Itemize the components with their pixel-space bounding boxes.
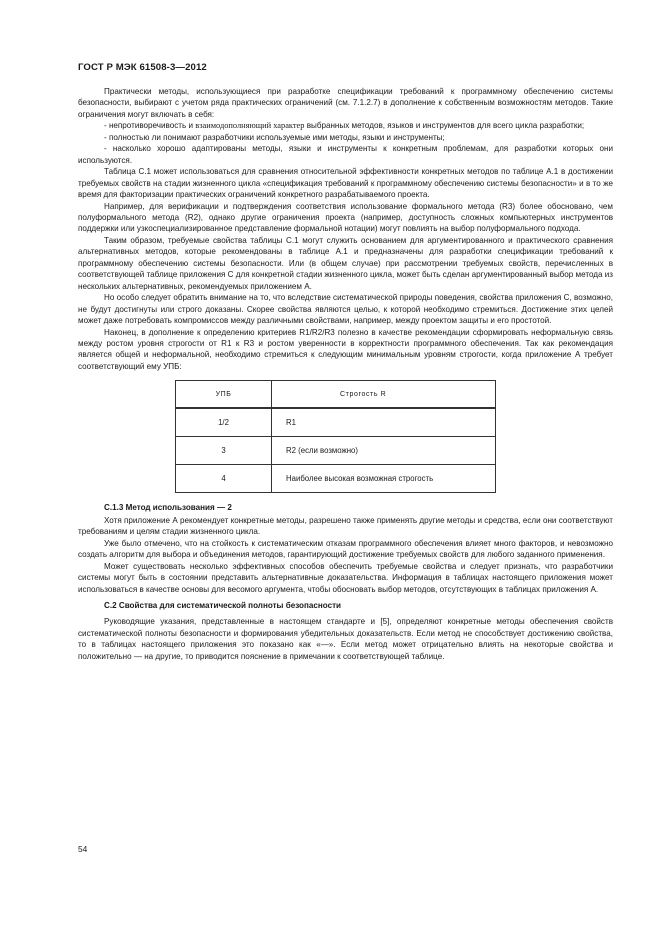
bullet-item: - насколько хорошо адаптированы методы, языки и инструменты к конкретным проблемам, для разработки которых они используются. bbox=[78, 144, 613, 165]
table-header-sil: УПБ bbox=[176, 381, 272, 409]
table-header-rigor: Строгость R bbox=[272, 381, 496, 409]
table-cell-sil: 3 bbox=[176, 437, 272, 465]
paragraph: Таким образом, требуемые свойства таблицы С.1 могут служить основанием для аргументированного и практического сравнения альтернативных методов, которые рекомендованы в таблице А.1 и предназначены для разработки спецификации требований к программному обеспечению системы безопасности. Или (в общем случае) при рассмотрении требуемых свойств, перечисленных в соответствующей таблице приложения С для конкретной стадии жизненного цикла, может быть сделан аргументированный выбор метода из нескольких альтернативных, рекомендуемых приложением А. bbox=[78, 235, 613, 291]
bullet-item bbox=[78, 120, 613, 131]
table-cell-rigor: Наиболее высокая возможная строгость bbox=[272, 465, 496, 493]
paragraph: Таблица С.1 может использоваться для сравнения относительной эффективности конкретных методов по таблице А.1 в достижении требуемых свойств на стадии жизненного цикла «спецификация требований к программному обеспечению системы безопасности» и в то же время для факторизации практических ограничений конкретного разрабатываемого проекта. bbox=[78, 167, 613, 200]
bullet-text: выбранных методов, языков и инструментов для всего цикла разработки; bbox=[304, 121, 585, 131]
table-row bbox=[176, 437, 496, 465]
paragraph: Уже было отмечено, что на стойкость к систематическим отказам программного обеспечения влияет много факторов, и невозможно создать алгоритм для выбора и объединения методов, гарантирующий достижение требуемых свойств для любого заданного применения. bbox=[78, 538, 613, 560]
paragraph: Может существовать несколько эффективных способов обеспечить требуемые свойства и следует признать, что разработчики системы могут быть в состоянии представить альтернативные доказательства. Информация в таблицах настоящего приложения может использоваться в качестве основы для весомого аргумента, чтобы обосновать выбор методов, отсутствующих в таблицах приложения А. bbox=[78, 561, 613, 594]
paragraph: Например, для верификации и подтверждения соответствия использование формального метода (R3) более обосновано, чем полуформального метода (R2), однако другие ограничения проекта (например, доступность сложных компьютерных инструментов поддержки или узкоспециализированное представление формальной нотации) могут повлиять на выбор полуформального подхода. bbox=[78, 201, 613, 234]
bullet-serif-text: взаимодополняющий характер bbox=[195, 121, 305, 131]
paragraph: Практически методы, использующиеся при разработке спецификации требований к программному обеспечению системы безопасности, выбирают с учетом ряда практических ограничений (см. 7.1.2.7) в дополнение к собственным возможностям методов. Такие ограничения могут включать в себя: bbox=[78, 87, 613, 119]
paragraph: Наконец, в дополнение к определению критериев R1/R2/R3 полезно в качестве рекомендации сформировать неформальную связь между ростом уровня строгости от R1 к R3 и ростом уверенности в корректности программного обеспечения. Так как рекомендация является общей и неформальной, необходимо стремиться к следующим минимальным уровням строгости, когда приложение А требует соответствующий ему УПБ: bbox=[78, 327, 613, 371]
paragraph: Руководящие указания, представленные в настоящем стандарте и [5], определяют конкретные методы обеспечения свойств систематической полноты безопасности и формирования убедительных доказательств. Если метод не способствует достижению свойства, то в таблицах настоящего приложения это показано как «—». Если метод может отрицательно влиять на некоторые свойства и положительно — на другие, то приводится пояснение в примечании к соответствующей таблице. bbox=[78, 617, 613, 661]
bullet-item: - полностью ли понимают разработчики используемые ими методы, языки и инструменты; bbox=[104, 132, 445, 142]
sil-rigor-table bbox=[175, 380, 496, 493]
page-number: 54 bbox=[78, 844, 88, 854]
paragraph: Хотя приложение А рекомендует конкретные методы, разрешено также применять другие методы и средства, если они соответствуют требованиям и целям стадии жизненного цикла. bbox=[78, 515, 613, 537]
paragraph: Но особо следует обратить внимание на то, что вследствие систематической природы поведения, свойства приложения С, возможно, не будут достигнуты или строго доказаны. Скорее свойства являются целью, к которой необходимо стремиться. Достижение этих целей может даже потребовать компромиссов между различными свойствами, например, между проектом защиты и его простотой. bbox=[78, 293, 613, 326]
table-cell-sil: 4 bbox=[176, 465, 272, 493]
table-header-row bbox=[176, 381, 496, 409]
table-row bbox=[176, 408, 496, 437]
section-heading-c13: С.1.3 Метод использования — 2 bbox=[104, 503, 232, 513]
page-content bbox=[78, 86, 613, 662]
table-cell-rigor: R2 (если возможно) bbox=[272, 437, 496, 465]
table-cell-sil: 1/2 bbox=[176, 408, 272, 437]
table-row bbox=[176, 465, 496, 493]
table-cell-rigor: R1 bbox=[272, 408, 496, 437]
section-heading-c2: С.2 Свойства для систематической полноты безопасности bbox=[104, 600, 342, 610]
document-header: ГОСТ Р МЭК 61508-3—2012 bbox=[78, 62, 207, 73]
bullet-text: - непротиворечивость и bbox=[104, 121, 196, 131]
